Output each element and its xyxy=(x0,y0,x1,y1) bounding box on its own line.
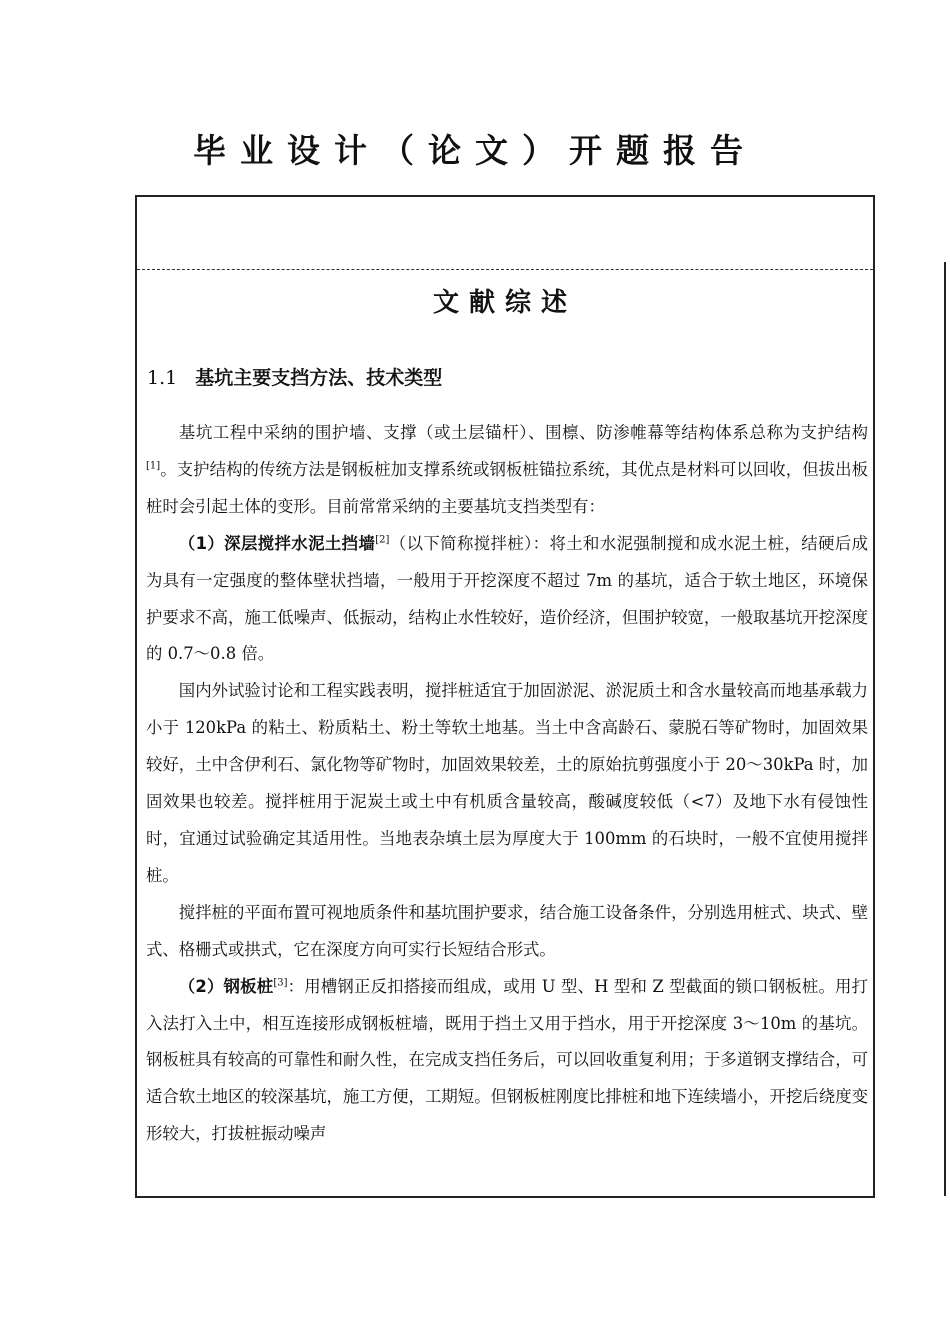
paragraph-text: ：用槽钢正反扣搭接而组成，或用 U 型、H 型和 Z 型截面的锁口钢板桩。用打入法打入土中，相互连接形成钢板桩墙，既用于挡土又用于挡水，用于开挖深度 3～10m 的基坑。钢板桩具有较高的可靠性和耐久性，在完成支挡任务后，可以回收重复利用；于多道钢支撑结合，可适合软土地区的较深基坑，施工方便，工期短。但钢板桩刚度比排桩和地下连续墙小，开挖后绕度变形较大，打拔桩振动噪声 xyxy=(146,976,869,1144)
page-title: 毕业设计（论文）开题报告 xyxy=(193,131,757,170)
paragraph-steel-sheet-pile xyxy=(146,969,868,1154)
paragraph-intro xyxy=(146,415,868,526)
paragraph-text: 。支护结构的传统方法是钢板桩加支撑系统或钢板桩锚拉系统，其优点是材料可以回收，但拔出板桩时会引起土体的变形。目前常常采纳的主要基坑支挡类型有： xyxy=(146,459,868,516)
paragraph-text: （以下简称搅拌桩）：将土和水泥强制搅和成水泥土桩，结硬后成为具有一定强度的整体壁状挡墙，一般用于开挖深度不超过 7m 的基坑，适合于软土地区，环境保护要求不高，施工低噪声、低振动，结构止水性较好，造价经济，但围护较宽，一般取基坑开挖深度的 0.7～0.8 倍。 xyxy=(146,533,868,664)
paragraph-text: 搅拌桩的平面布置可视地质条件和基坑围护要求，结合施工设备条件，分别选用桩式、块式、壁式、格栅式或拱式，它在深度方向可实行长短结合形式。 xyxy=(146,902,868,959)
subheading-text: 基坑主要支挡方法、技术类型 xyxy=(195,367,443,389)
citation-ref: [2] xyxy=(375,534,390,546)
paragraph-text: 基坑工程中采纳的围护墙、支撑（或土层锚杆）、围檩、防渗帷幕等结构体系总称为支护结构 xyxy=(178,423,868,442)
paragraph-layout xyxy=(146,895,868,969)
paragraph-text: 国内外试验讨论和工程实践表明，搅拌桩适宜于加固淤泥、淤泥质土和含水量较高而地基承载力小于 120kPa 的粘土、粉质粘土、粉土等软土地基。当土中含高龄石、蒙脱石等矿物时，加固效果较好，土中含伊利石、氯化物等矿物时，加固效果较差，土的原始抗剪强度小于 20～30kPa 时，加固效果也较差。搅拌桩用于泥炭土或土中有机质含量较高，酸碱度较低（<7）及地下水有侵蚀性时，宜通过试验确定其适用性。当地表杂填土层为厚度大于 100mm 的石块时，一般不宜使用搅拌桩。 xyxy=(146,681,868,885)
citation-ref: [1] xyxy=(146,460,161,472)
citation-ref: [3] xyxy=(273,977,288,989)
subheading-number: 1.1 xyxy=(147,367,178,389)
body-text xyxy=(146,415,868,1153)
header-cell-blank xyxy=(137,197,873,270)
report-form-box xyxy=(135,195,875,1198)
paragraph-mixing-pile xyxy=(146,526,868,674)
section-title: 文献综述 xyxy=(432,288,577,318)
paragraph-research xyxy=(146,673,868,894)
item-label: （1）深层搅拌水泥土挡墙 xyxy=(178,533,376,553)
page-edge-rule xyxy=(944,262,946,1196)
subheading xyxy=(147,362,442,394)
item-label: （2）钢板桩 xyxy=(178,976,274,996)
